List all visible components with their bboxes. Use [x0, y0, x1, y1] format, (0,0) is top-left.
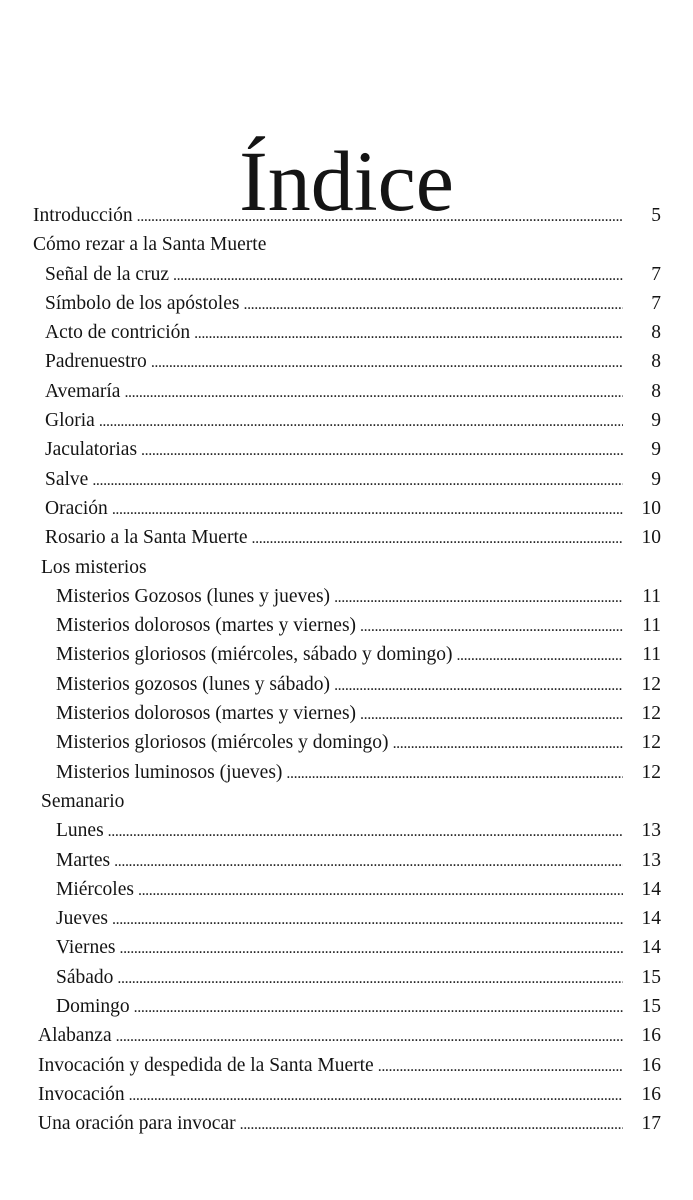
toc-entry-label: Misterios dolorosos (martes y viernes)	[56, 615, 357, 637]
toc-entry-label: Oración	[45, 497, 108, 519]
dot-leader	[124, 378, 623, 407]
toc-entry-label: Los misterios	[41, 556, 147, 578]
toc-entry-page: 12	[641, 703, 661, 725]
toc-entry	[0, 611, 693, 640]
toc-entry	[0, 582, 693, 611]
toc-entry-label: Misterios luminosos (jueves)	[56, 761, 283, 783]
dot-leader	[134, 993, 623, 1022]
toc-entry-label: Misterios gloriosos (miércoles y domingo)	[56, 732, 389, 754]
dot-leader	[92, 466, 623, 495]
toc-entry	[0, 289, 693, 318]
toc-entry-page: 5	[651, 205, 661, 226]
toc-entry-page: 12	[641, 761, 661, 783]
toc-entry-page: 13	[641, 820, 661, 842]
page-title: Índice	[239, 132, 454, 229]
dot-leader	[173, 261, 623, 290]
toc-section-heading	[0, 553, 693, 582]
toc-entry-label: Sábado	[56, 966, 114, 988]
toc-entry-label: Misterios dolorosos (martes y viernes)	[56, 703, 357, 725]
toc-entry	[0, 963, 693, 992]
toc-entry	[0, 875, 693, 904]
toc-entry-label: Cómo rezar a la Santa Muerte	[33, 234, 267, 256]
toc-entry	[0, 1021, 693, 1050]
toc-entry-page: 15	[641, 996, 661, 1018]
toc-entry-label: Alabanza	[38, 1025, 112, 1047]
toc-entry	[0, 1080, 693, 1109]
toc-entry-page: 11	[642, 585, 661, 607]
toc-entry-page: 15	[641, 966, 661, 988]
toc-entry	[0, 816, 693, 845]
toc-entry-label: Invocación y despedida de la Santa Muerte	[38, 1054, 374, 1076]
toc-entry-page: 16	[641, 1025, 661, 1047]
dot-leader	[99, 407, 623, 436]
toc-entry-label: Miércoles	[56, 878, 134, 900]
toc-entry-page: 14	[641, 878, 661, 900]
dot-leader	[378, 1052, 623, 1081]
dot-leader	[240, 1110, 623, 1139]
toc-entry	[0, 347, 693, 376]
toc-entry-page: 12	[641, 673, 661, 695]
toc-entry	[0, 318, 693, 347]
toc-entry-label: Gloria	[45, 410, 95, 432]
dot-leader	[112, 905, 623, 934]
toc-entry-page: 8	[651, 351, 661, 373]
dot-leader	[194, 319, 623, 348]
toc-entry-label: Semanario	[41, 790, 125, 812]
toc-entry-label: Padrenuestro	[45, 351, 147, 373]
toc-entry-label: Señal de la cruz	[45, 263, 169, 285]
toc-entry-page: 9	[651, 468, 661, 490]
toc-entry	[0, 435, 693, 464]
toc-entry	[0, 406, 693, 435]
toc-entry-page: 16	[641, 1054, 661, 1076]
toc-entry-page: 11	[642, 615, 661, 637]
dot-leader	[151, 348, 623, 377]
toc-entry-label: Avemaría	[45, 380, 121, 402]
toc-entry-page: 10	[641, 497, 661, 519]
toc-entry-page: 12	[641, 732, 661, 754]
dot-leader	[138, 876, 623, 905]
toc-entry	[0, 670, 693, 699]
dot-leader	[112, 495, 623, 524]
toc-entry-label: Rosario a la Santa Muerte	[45, 527, 248, 549]
toc-entry-label: Salve	[45, 468, 89, 490]
toc-entry-page: 11	[642, 644, 661, 666]
toc-entry	[0, 933, 693, 962]
dot-leader	[286, 759, 623, 788]
toc-section-heading	[0, 230, 693, 259]
toc-entry-label: Una oración para invocar	[38, 1113, 236, 1135]
toc-entry-label: Jaculatorias	[45, 439, 138, 461]
toc-entry	[0, 1051, 693, 1080]
dot-leader	[108, 817, 623, 846]
toc-entry	[0, 523, 693, 552]
toc-entry-label: Acto de contrición	[45, 322, 191, 344]
dot-leader	[334, 671, 623, 700]
toc-entry	[0, 201, 693, 230]
toc-entry	[0, 640, 693, 669]
toc-entry-label: Misterios gloriosos (miércoles, sábado y domingo)	[56, 644, 453, 666]
toc-entry	[0, 904, 693, 933]
dot-leader	[117, 964, 623, 993]
dot-leader	[129, 1081, 623, 1110]
toc-entry-page: 7	[651, 263, 661, 285]
dot-leader	[116, 1022, 623, 1051]
toc-entry-label: Invocación	[38, 1083, 125, 1105]
toc-entry-page: 8	[651, 380, 661, 402]
toc-entry-page: 17	[641, 1113, 661, 1135]
dot-leader	[393, 729, 623, 758]
toc-entry-page: 9	[651, 439, 661, 461]
toc-entry-page: 8	[651, 322, 661, 344]
toc-entry	[0, 1109, 693, 1138]
toc-entry	[0, 758, 693, 787]
dot-leader	[141, 436, 623, 465]
toc-entry-label: Viernes	[56, 937, 116, 959]
toc-entry-page: 16	[641, 1083, 661, 1105]
toc-entry	[0, 846, 693, 875]
toc-entry	[0, 728, 693, 757]
toc-entry	[0, 465, 693, 494]
toc-entry-page: 7	[651, 292, 661, 314]
dot-leader	[360, 612, 623, 641]
dot-leader	[137, 202, 623, 231]
toc-entry-label: Lunes	[56, 820, 104, 842]
toc-entry	[0, 260, 693, 289]
toc-entry-label: Misterios gozosos (lunes y sábado)	[56, 673, 331, 695]
toc-entry	[0, 992, 693, 1021]
toc-entry	[0, 377, 693, 406]
toc-section-heading	[0, 787, 693, 816]
toc-entry-page: 14	[641, 937, 661, 959]
toc-entry-page: 14	[641, 908, 661, 930]
dot-leader	[119, 934, 623, 963]
toc-entry	[0, 494, 693, 523]
dot-leader	[360, 700, 623, 729]
toc-entry-label: Misterios Gozosos (lunes y jueves)	[56, 585, 331, 607]
toc-entry-page: 9	[651, 410, 661, 432]
toc-entry-label: Martes	[56, 849, 111, 871]
toc-entry-page: 10	[641, 527, 661, 549]
table-of-contents	[0, 201, 693, 1139]
dot-leader	[456, 641, 623, 670]
toc-entry-label: Domingo	[56, 996, 130, 1018]
toc-entry-label: Símbolo de los apóstoles	[45, 292, 240, 314]
dot-leader	[334, 583, 623, 612]
dot-leader	[243, 290, 623, 319]
toc-entry-page: 13	[641, 849, 661, 871]
toc-entry-label: Introducción	[33, 205, 133, 226]
dot-leader	[114, 847, 623, 876]
dot-leader	[252, 524, 623, 553]
toc-entry-label: Jueves	[56, 908, 108, 930]
toc-entry	[0, 699, 693, 728]
